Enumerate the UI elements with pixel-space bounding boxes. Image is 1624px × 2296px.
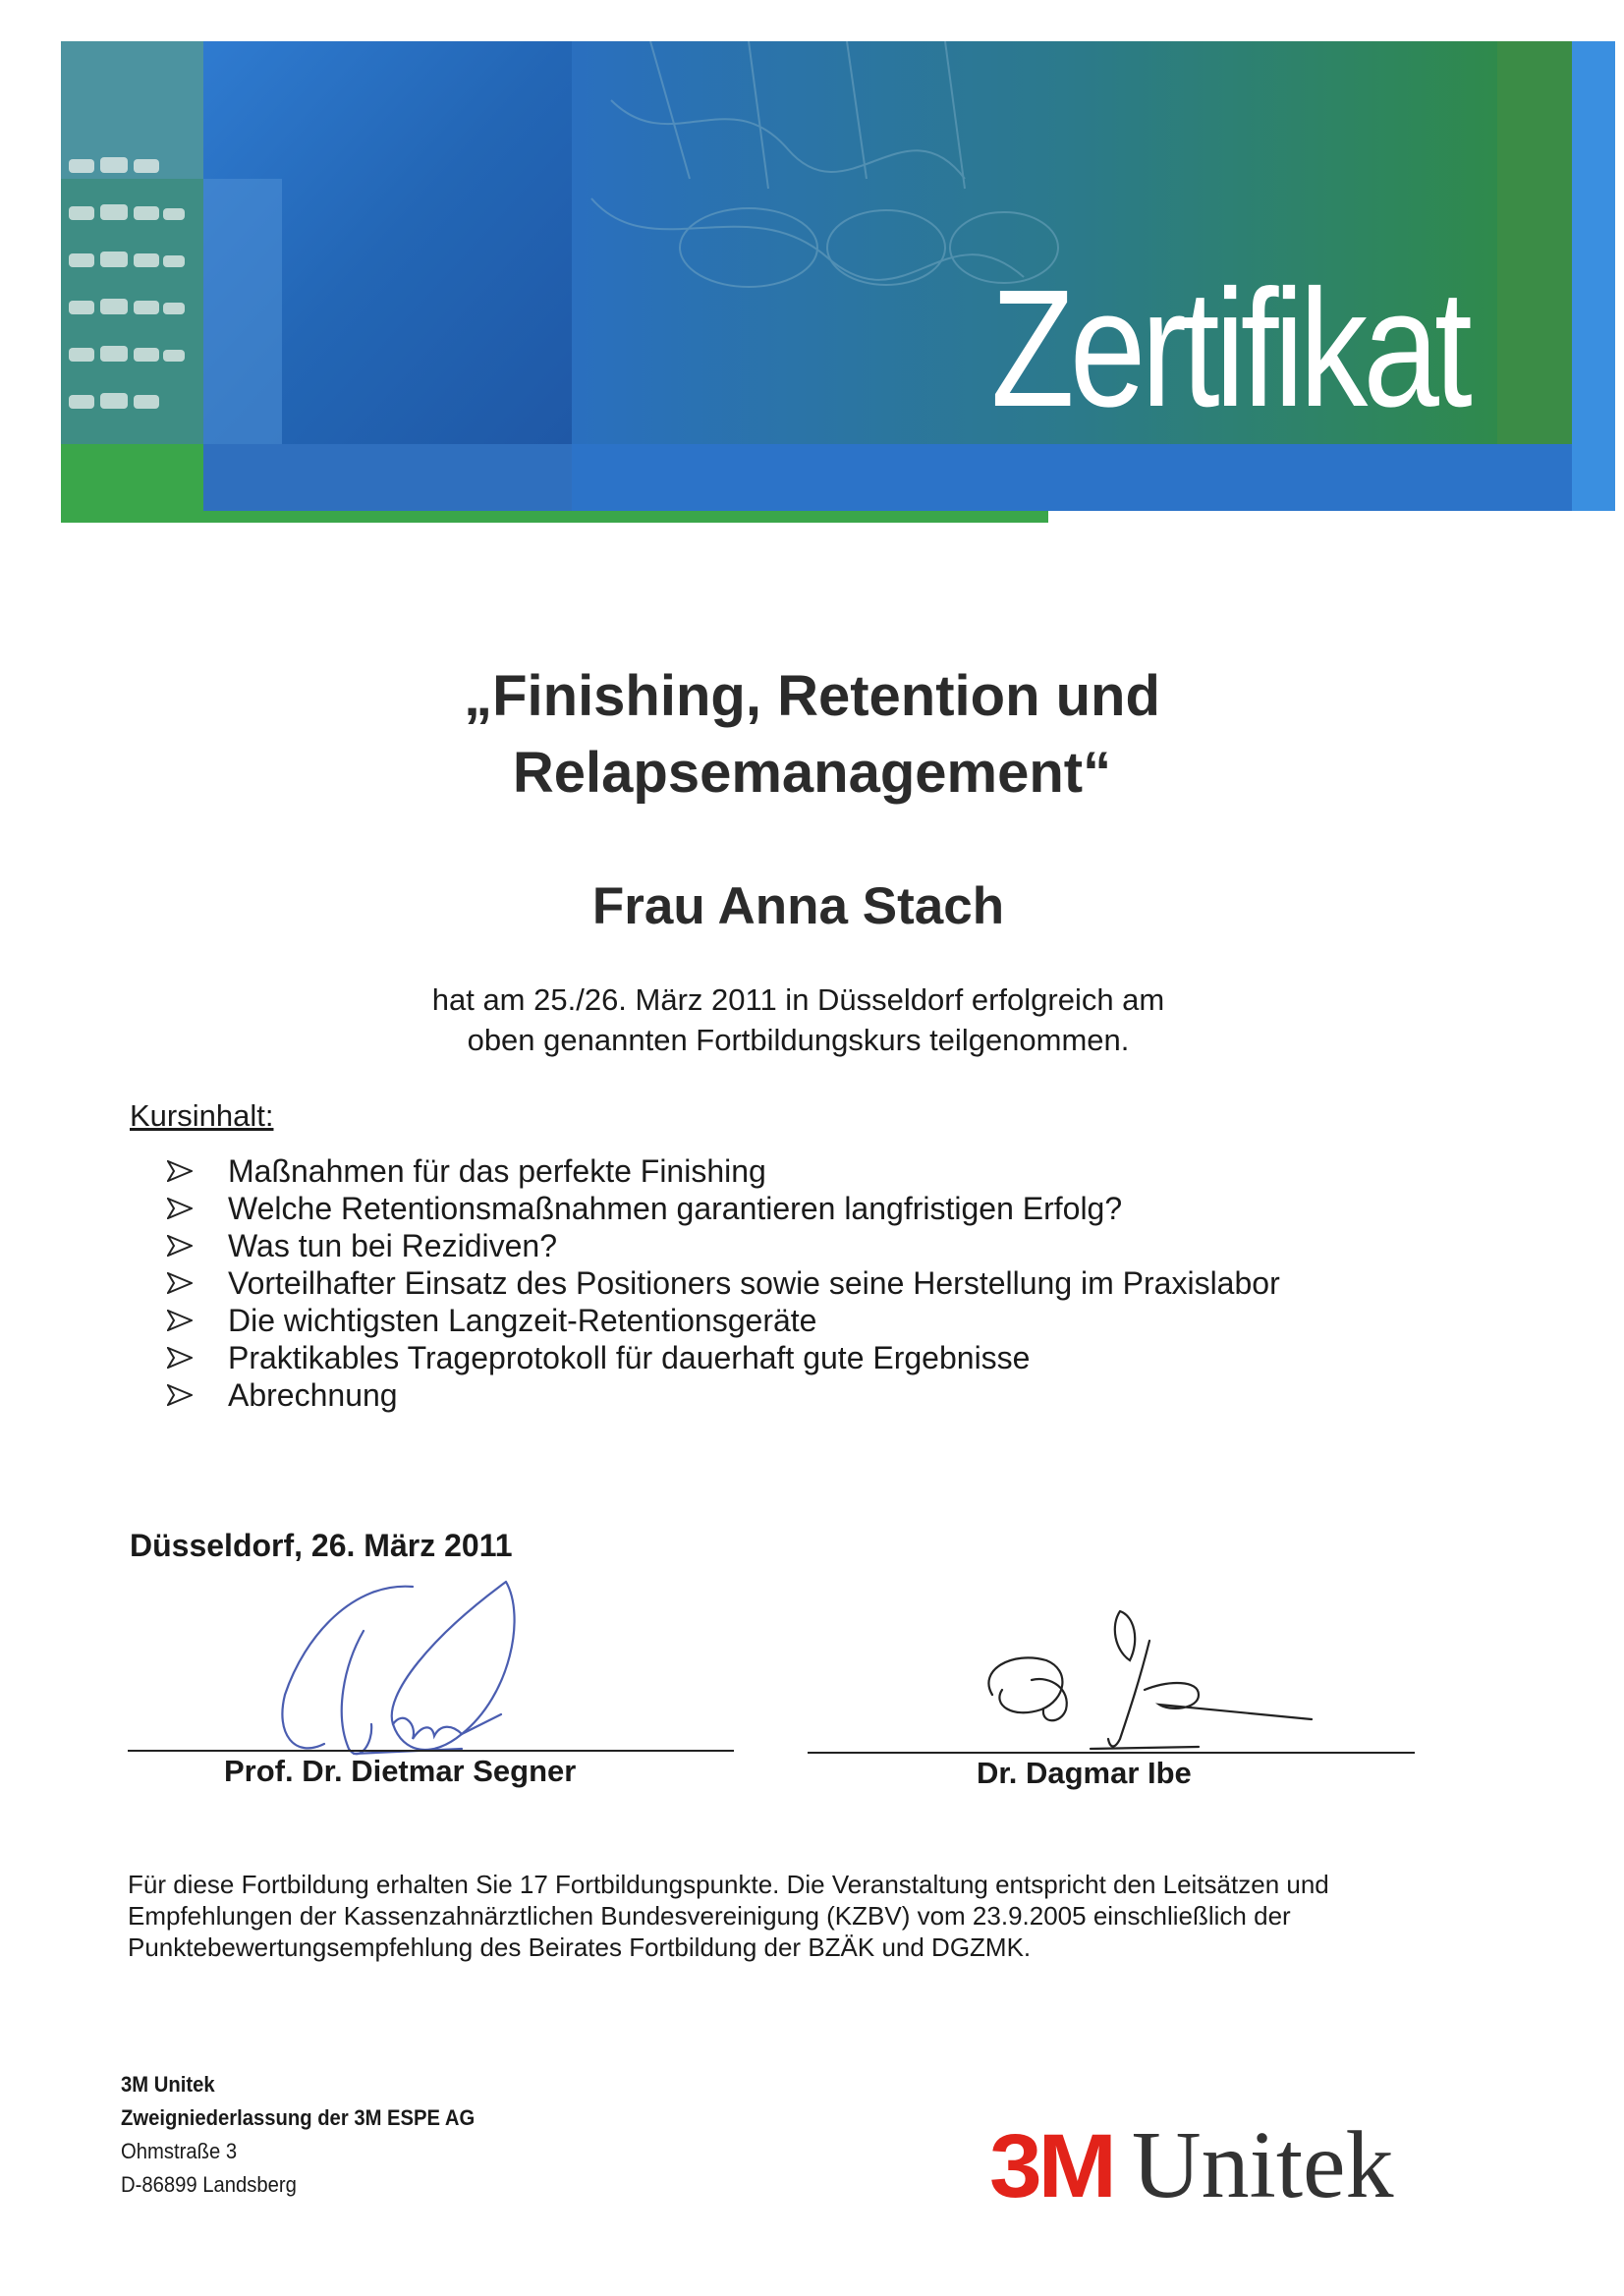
cme-points-note: Für diese Fortbildung erhalten Sie 17 Fortbildungspunkte. Die Veranstaltung entspricht den Leitsätzen und Empfehlungen der Kassenzahnärztlichen Bundesvereinigung (KZBV) vom 23.9.2005 einschließlich der Punktebewertungsempfehlung des Beirates Fortbildung der BZÄK und DGZMK.: [128, 1870, 1329, 1962]
recipient-name: Frau Anna Stach: [591, 877, 1005, 935]
signature-line-right: [808, 1752, 1415, 1754]
arrowhead-bullet-icon: [167, 1198, 193, 1219]
list-item-text: Vorteilhafter Einsatz des Positioners sowie seine Herstellung im Praxislabor: [228, 1265, 1280, 1301]
list-item-text: Abrechnung: [228, 1377, 398, 1413]
signature-line-left: [128, 1750, 734, 1752]
course-content-list: [167, 1152, 1280, 1414]
arrowhead-bullet-icon: [167, 1384, 193, 1406]
signature-left: [265, 1577, 531, 1773]
address-branch: Zweigniederlassung der 3M ESPE AG: [121, 2105, 476, 2130]
list-item: [167, 1227, 1280, 1264]
signer-left-name: Prof. Dr. Dietmar Segner: [224, 1754, 577, 1788]
list-item: [167, 1376, 1280, 1414]
course-content-label: Kursinhalt:: [130, 1098, 274, 1133]
address-company: 3M Unitek: [121, 2072, 215, 2097]
statement-line-2: oben genannten Fortbildungskurs teilgenommen.: [467, 1023, 1130, 1057]
list-item-text: Was tun bei Rezidiven?: [228, 1228, 557, 1263]
attendance-statement: [0, 980, 1596, 1060]
address-city: D-86899 Landsberg: [121, 2172, 297, 2197]
list-item: [167, 1264, 1280, 1302]
company-address: [121, 2068, 475, 2202]
list-item-text: Maßnahmen für das perfekte Finishing: [228, 1153, 766, 1189]
list-item: [167, 1302, 1280, 1339]
3m-unitek-logo: [989, 2110, 1394, 2218]
list-item: [167, 1339, 1280, 1376]
arrowhead-bullet-icon: [167, 1235, 193, 1257]
arrowhead-bullet-icon: [167, 1160, 193, 1182]
list-item: [167, 1190, 1280, 1227]
arrowhead-bullet-icon: [167, 1347, 193, 1369]
statement-line-1: hat am 25./26. März 2011 in Düsseldorf erfolgreich am: [431, 982, 1165, 1017]
arrowhead-bullet-icon: [167, 1310, 193, 1331]
list-item-text: Praktikables Trageprotokoll für dauerhaft gute Ergebnisse: [228, 1340, 1031, 1375]
logo-3m-mark: 3M: [989, 2116, 1113, 2216]
list-item: [167, 1152, 1280, 1190]
place-and-date: Düsseldorf, 26. März 2011: [130, 1528, 513, 1563]
logo-brand-name: Unitek: [1131, 2112, 1394, 2218]
signer-right-name: Dr. Dagmar Ibe: [977, 1756, 1192, 1790]
course-title-line-1: „Finishing, Retention und: [464, 664, 1160, 728]
course-title-line-2: Relapsemanagement“: [512, 741, 1112, 805]
address-street: Ohmstraße 3: [121, 2139, 238, 2163]
certificate-banner: [61, 41, 1615, 523]
arrowhead-bullet-icon: [167, 1272, 193, 1294]
course-title: [0, 658, 1624, 812]
certificate-heading: Zertifikat: [990, 255, 1468, 442]
list-item-text: Welche Retentionsmaßnahmen garantieren langfristigen Erfolg?: [228, 1191, 1123, 1226]
signature-right: [973, 1601, 1316, 1768]
list-item-text: Die wichtigsten Langzeit-Retentionsgeräte: [228, 1303, 817, 1338]
